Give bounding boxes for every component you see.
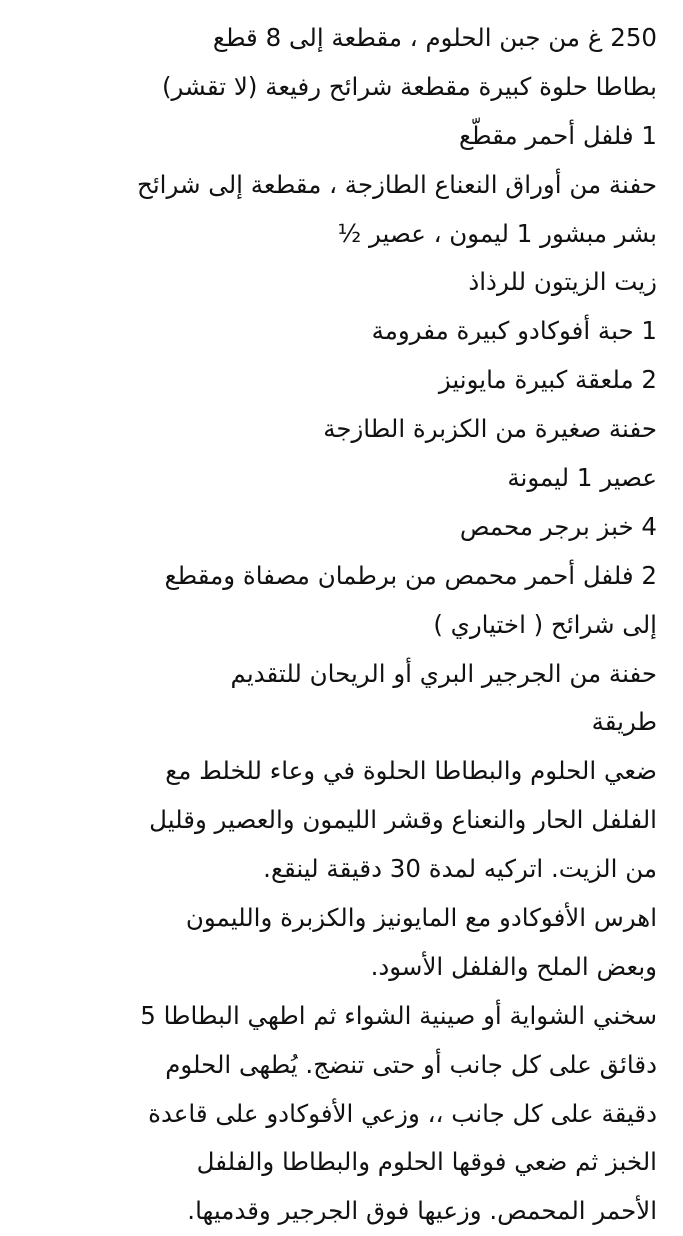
method-step-1: ضعي الحلوم والبطاطا الحلوة في وعاء للخلط مع — [165, 756, 657, 786]
ingredient-mint: حفنة من أوراق النعناع الطازجة ، مقطعة إلى شرائح — [137, 169, 657, 199]
ingredient-avocado: 1 حبة أفوكادو كبيرة مفرومة — [371, 316, 657, 346]
ingredient-mayonnaise: 2 ملعقة كبيرة مايونيز — [438, 365, 657, 395]
method-step-1-end: من الزيت. اتركيه لمدة 30 دقيقة لينقع. — [263, 854, 657, 884]
method-step-3: سخني الشواية أو صينية الشواء ثم اطهي البطاطا 5 — [140, 1000, 657, 1030]
ingredient-lemon: بشر مبشور 1 ليمون ، عصير ½ — [337, 218, 657, 248]
method-step-3-cont-2: دقيقة على كل جانب ،، وزعي الأفوكادو على قاعدة — [148, 1098, 657, 1128]
method-step-2: اهرس الأفوكادو مع المايونيز والكزبرة والليمون — [185, 903, 657, 933]
ingredient-halloumi: 250 غ من جبن الحلوم ، مقطعة إلى 8 قطع — [212, 23, 657, 52]
ingredient-red-chilli: 1 فلفل أحمر مقطّع — [458, 120, 657, 150]
method-step-2-end: وبعض الملح والفلفل الأسود. — [370, 951, 657, 981]
recipe-text — [34, 14, 657, 1236]
ingredient-coriander: حفنة صغيرة من الكزبرة الطازجة — [323, 414, 657, 444]
method-heading: طريقة — [591, 707, 657, 737]
method-step-3-cont: دقائق على كل جانب أو حتى تنضج. يُطهى الحلوم — [165, 1049, 657, 1079]
ingredient-olive-oil: زيت الزيتون للرذاذ — [468, 267, 657, 297]
method-step-1-cont: الفلفل الحار والنعناع وقشر الليمون والعصير وقليل — [149, 805, 657, 835]
ingredient-roasted-peppers: 2 فلفل أحمر محمص من برطمان مصفاة ومقطع — [164, 560, 657, 590]
ingredient-sweet-potato: بطاطا حلوة كبيرة مقطعة شرائح رفيعة (لا تقشر) — [161, 71, 657, 101]
method-step-3-end: الأحمر المحمص. وزعيها فوق الجرجير وقدميها. — [187, 1196, 657, 1226]
ingredient-lime: عصير 1 ليمونة — [507, 463, 657, 493]
ingredient-rocket-basil: حفنة من الجرجير البري أو الريحان للتقديم — [230, 658, 657, 688]
ingredient-burger-buns: 4 خبز برجر محمص — [459, 511, 657, 541]
method-step-3-cont-3: الخبز ثم ضعي فوقها الحلوم والبطاطا والفلفل — [196, 1147, 657, 1177]
ingredient-roasted-peppers-cont: إلى شرائح ( اختياري ) — [433, 609, 657, 639]
